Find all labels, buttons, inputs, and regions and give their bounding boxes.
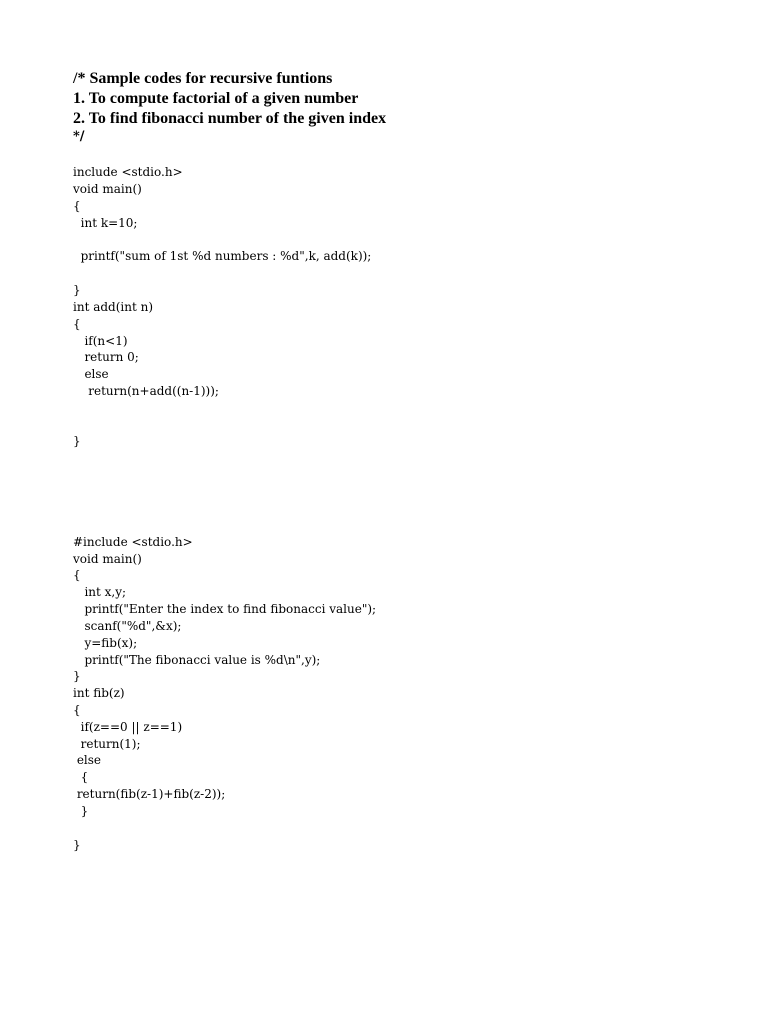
code-line: #include <stdio.h> bbox=[73, 535, 193, 549]
code-line: printf("sum of 1st %d numbers : %d",k, add(k)); bbox=[73, 249, 372, 263]
code-line: } bbox=[73, 804, 89, 818]
code-line: printf("The fibonacci value is %d\n",y); bbox=[73, 653, 321, 667]
code-line: return(fib(z-1)+fib(z-2)); bbox=[73, 787, 226, 801]
code-line: int x,y; bbox=[73, 585, 127, 599]
code-line: else bbox=[73, 367, 109, 381]
code-line: printf("Enter the index to find fibonacci value"); bbox=[73, 602, 377, 616]
heading-comment-close: */ bbox=[73, 129, 85, 144]
code-line: y=fib(x); bbox=[73, 636, 138, 650]
code-line: return 0; bbox=[73, 350, 139, 364]
code-line: { bbox=[73, 317, 81, 331]
code-line: scanf("%d",&x); bbox=[73, 619, 182, 633]
heading-line-1: /* Sample codes for recursive funtions bbox=[73, 70, 333, 87]
code-line: { bbox=[73, 568, 81, 582]
code-line: void main() bbox=[73, 552, 142, 566]
code-line: else bbox=[73, 753, 102, 767]
code-line: if(z==0 || z==1) bbox=[73, 720, 183, 734]
code-line: int k=10; bbox=[73, 216, 138, 230]
code-line: if(n<1) bbox=[73, 334, 128, 348]
code-line: void main() bbox=[73, 182, 142, 196]
comment-header bbox=[73, 69, 733, 145]
code-line: return(n+add((n-1))); bbox=[73, 384, 219, 398]
code-line: int fib(z) bbox=[73, 686, 125, 700]
code-line: return(1); bbox=[73, 737, 141, 751]
code-line: } bbox=[73, 838, 81, 852]
code-line: { bbox=[73, 199, 81, 213]
code-line: } bbox=[73, 434, 81, 448]
heading-line-3: 2. To find fibonacci number of the given index bbox=[73, 110, 387, 127]
code-line: { bbox=[73, 703, 81, 717]
code-line: } bbox=[73, 283, 81, 297]
code-line: int add(int n) bbox=[73, 300, 154, 314]
code-line: include <stdio.h> bbox=[73, 165, 183, 179]
code-line: { bbox=[73, 770, 89, 784]
code-line: } bbox=[73, 669, 81, 683]
heading-line-2: 1. To compute factorial of a given number bbox=[73, 90, 359, 107]
